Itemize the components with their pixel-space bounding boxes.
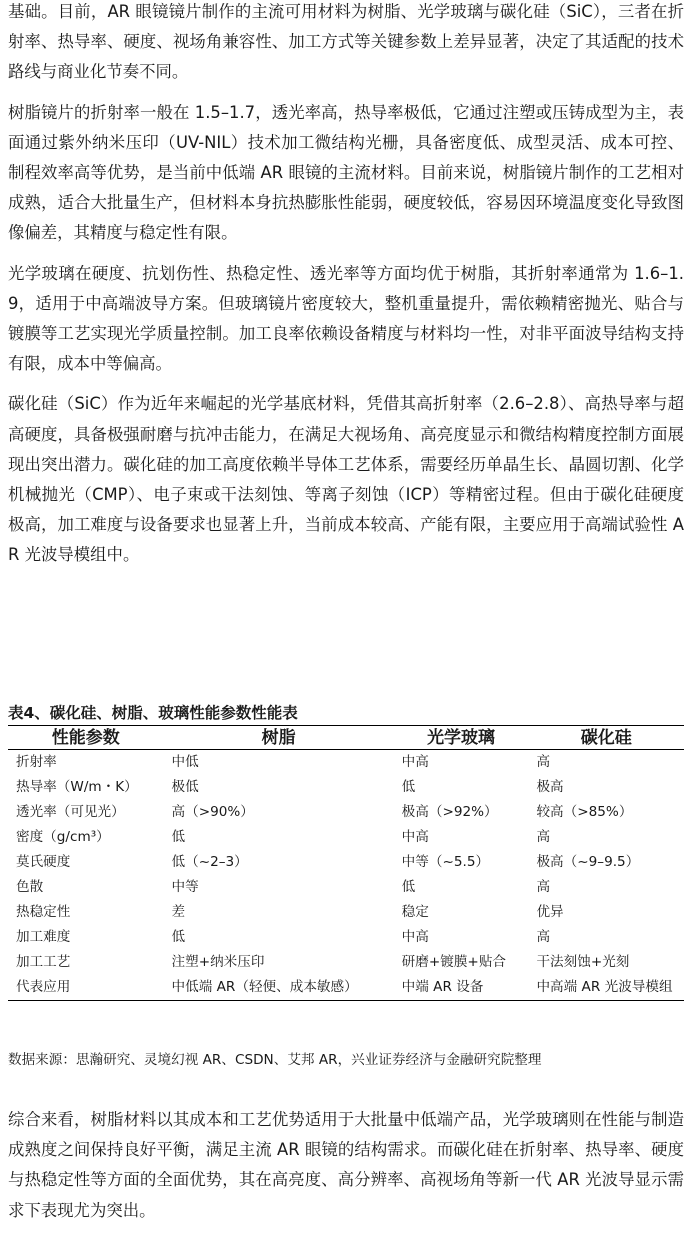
table-cell: 透光率（可见光） [16, 804, 125, 820]
table-row [8, 750, 684, 776]
table-cell: 低 [171, 929, 186, 945]
table-cell: 中高 [401, 829, 429, 845]
table-cell: 中高 [401, 754, 429, 770]
document-body [0, 0, 698, 571]
paragraph-resin: 树脂镜片的折射率一般在 1.5–1.7，透光率高，热导率极低，它通过注塑或压铸成型为主，表面通过紫外纳米压印（UV-NIL）技术加工微结构光栅，具备密度低、成型灵活、成本可控、制程效率高等优势，是当前中低端 AR 眼镜的主流材料。目前来说，树脂镜片制作的工艺相对成熟，适合大批量生产，但材料本身抗热膨胀性能弱，硬度较低，容易因环境温度变化导致图像偏差，其精度与稳定性有限。 [8, 102, 684, 243]
header-resin: 树脂 [164, 726, 394, 750]
table-cell: 极低 [171, 779, 199, 795]
table-cell: 优异 [536, 904, 564, 920]
table-cell: 低（~2–3） [171, 854, 248, 870]
table-cell: 中等（~5.5） [401, 854, 490, 870]
table-cell: 加工工艺 [16, 954, 71, 970]
table-cell: 干法刻蚀+光刻 [536, 954, 630, 970]
table-cell: 折射率 [16, 754, 57, 770]
table-cell: 中高 [401, 929, 429, 945]
table-cell: 差 [171, 904, 186, 920]
table-cell: 热导率（W/m・K） [16, 779, 138, 795]
table-row [8, 775, 684, 800]
table-row [8, 925, 684, 950]
table-cell: 高 [536, 829, 551, 845]
table-cell: 极高 [536, 779, 564, 795]
table-cell: 色散 [16, 879, 44, 895]
table-cell: 低 [171, 829, 186, 845]
table-cell: 高 [536, 879, 551, 895]
table-cell: 中低端 AR（轻便、成本敏感） [164, 975, 394, 1001]
material-comparison-table [8, 725, 684, 1001]
table-cell: 极高（~9–9.5） [536, 854, 640, 870]
table-row [8, 875, 684, 900]
table-cell: 中低 [171, 754, 199, 770]
table-cell: 中端 AR 设备 [394, 975, 529, 1001]
paragraph-glass: 光学玻璃在硬度、抗划伤性、热稳定性、透光率等方面均优于树脂，其折射率通常为 1.6–1.9，适用于中高端波导方案。但玻璃镜片密度较大，整机重量提升，需依赖精密抛光、贴合与镀膜等工艺实现光学质量控制。加工良率依赖设备精度与材料均一性，对非平面波导结构支持有限，成本中等偏高。 [8, 263, 684, 374]
table-row [8, 825, 684, 850]
paragraph-sic: 碳化硅（SiC）作为近年来崛起的光学基底材料，凭借其高折射率（2.6–2.8）、高热导率与超高硬度，具备极强耐磨与抗冲击能力，在满足大视场角、高亮度显示和微结构精度控制方面展现出突出潜力。碳化硅的加工高度依赖半导体工艺体系，需要经历单晶生长、晶圆切割、化学机械抛光（CMP）、电子束或干法刻蚀、等离子刻蚀（ICP）等精密过程。但由于碳化硅硬度极高，加工难度与设备要求也显著上升，当前成本较高、产能有限，主要应用于高端试验性 AR 光波导模组中。 [8, 394, 684, 565]
paragraph-intro: 基础。目前，AR 眼镜镜片制作的主流可用材料为树脂、光学玻璃与碳化硅（SiC），三者在折射率、热导率、硬度、视场角兼容性、加工方式等关键参数上差异显著，决定了其适配的技术路线与商业化节奏不同。 [8, 2, 684, 82]
table-cell: 极高（>92%） [401, 804, 498, 820]
header-parameter: 性能参数 [8, 726, 164, 750]
table-row [8, 950, 684, 975]
table-cell: 低 [401, 779, 416, 795]
table-cell: 中高端 AR 光波导模组 [528, 975, 684, 1001]
table-cell: 稳定 [401, 904, 429, 920]
table-source-note: 数据来源：思瀚研究、灵境幻视 AR、CSDN、艾邦 AR，兴业证券经济与金融研究院整理 [8, 1052, 542, 1068]
table-title: 表4、碳化硅、树脂、玻璃性能参数性能表 [8, 704, 298, 722]
table-cell: 较高（>85%） [536, 804, 633, 820]
table-row [8, 800, 684, 825]
table-cell: 中等 [171, 879, 199, 895]
table-cell: 高 [536, 929, 551, 945]
table-cell: 莫氏硬度 [16, 854, 71, 870]
table-cell: 研磨+镀膜+贴合 [401, 954, 507, 970]
table-cell: 代表应用 [8, 975, 164, 1001]
table-cell: 注塑+纳米压印 [171, 954, 265, 970]
table-row [8, 850, 684, 875]
table-cell: 加工难度 [16, 929, 71, 945]
table-cell: 高（>90%） [171, 804, 254, 820]
paragraph-summary: 综合来看，树脂材料以其成本和工艺优势适用于大批量中低端产品，光学玻璃则在性能与制造成熟度之间保持良好平衡，满足主流 AR 眼镜的结构需求。而碳化硅在折射率、热导率、硬度与热稳定性等方面的全面优势，其在高亮度、高分辨率、高视场角等新一代 AR 光波导显示需求下表现尤为突出。 [8, 1110, 684, 1220]
table-header-row [8, 726, 684, 750]
table-row [8, 900, 684, 925]
header-glass: 光学玻璃 [394, 726, 529, 750]
table-cell: 高 [536, 754, 551, 770]
table-row [8, 975, 684, 1001]
table-cell: 密度（g/cm³） [16, 829, 110, 845]
table-cell: 低 [401, 879, 416, 895]
header-sic: 碳化硅 [528, 726, 684, 750]
table-cell: 热稳定性 [16, 904, 71, 920]
